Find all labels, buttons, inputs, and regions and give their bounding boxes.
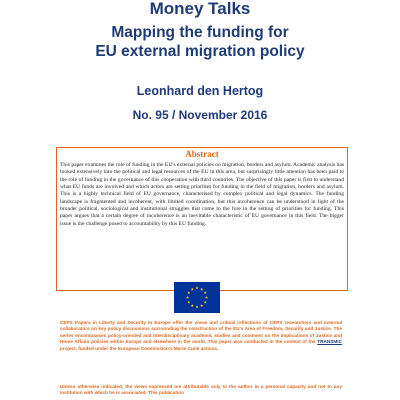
ceps-text-before: CEPS Papers in Liberty and Security in Europe offer the views and critical reflections of CEPS researchers and external collaborators on key policy discussions surrounding the construction of the EU's Area of Freedom, Security and Justice. The series encompasses policy-oriented and interdisciplinary academic studies and comment on the implications of Justice and Home Affairs policies within Europe and elsewhere in the world. This paper was conducted in the context of the [60, 320, 342, 345]
issue-number: No. 95 / November 2016 [132, 108, 268, 122]
disclaimer-text: Unless otherwise indicated, the views expressed are attributable only to the author in a personal capacity and not to any institution with which he is associated. This publication [60, 384, 342, 396]
ceps-text-after: project, funded under the European Commission's Marie Curie actions. [60, 345, 219, 351]
ceps-series-description [60, 320, 342, 352]
eu-flag-icon [174, 282, 220, 313]
abstract-heading: Abstract [185, 149, 219, 159]
document-subtitle-line1: Mapping the funding for [111, 24, 289, 41]
transmic-link[interactable]: TRANSMIC [317, 339, 342, 345]
abstract-text: This paper examines the role of funding in the EU's external policies on migration, borders and asylum. Academic analysis has looked extensively into the political and legal resources of the EU in this area, but surprisingly little attention has been paid to the role of funding in the governance of this cooperation with third countries. The objective of this paper is first to understand what EU funds are involved and which actors are setting priorities for funding in the field of migration, borders and asylum. This is a highly technical field of EU governance, characterised by complex political and legal dynamics. The funding landscape is fragmented and incoherent, with limited coordination, but this incoherence can be understood in light of the broader political, sociological and institutional struggles that come to the fore in the setting of priorities for funding. This paper argues that a certain degree of incoherence is an inevitable characteristic of EU governance in this field. The bigger issue is the challenge posed to accountability by this EU funding. [60, 162, 344, 227]
author-name: Leonhard den Hertog [136, 84, 264, 98]
document-subtitle-line2: EU external migration policy [95, 43, 305, 60]
document-title: Money Talks [149, 0, 251, 18]
eu-flag-stars [174, 282, 220, 313]
